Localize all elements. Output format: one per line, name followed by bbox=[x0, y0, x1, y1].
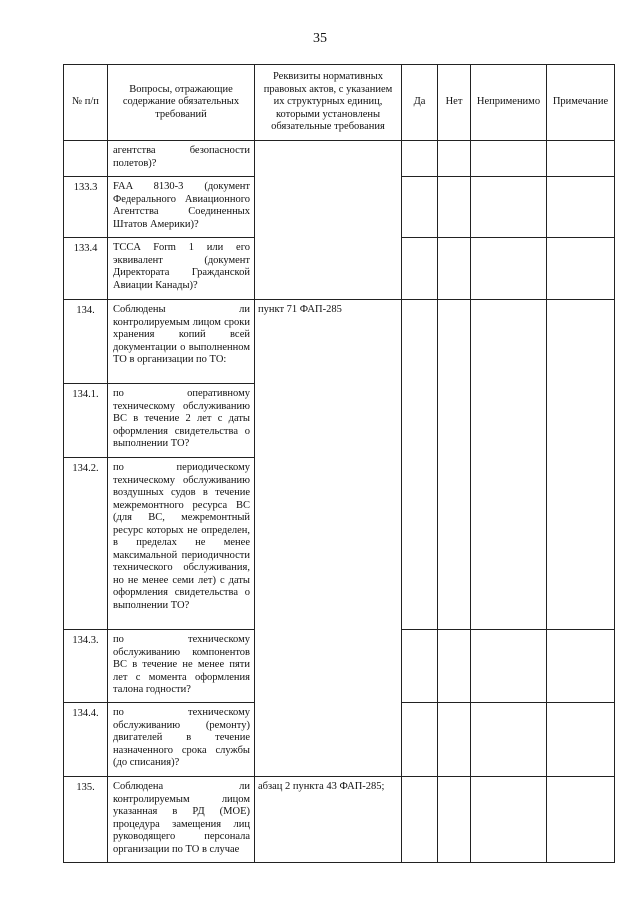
row-number: 134.3. bbox=[64, 630, 108, 703]
cell-note[interactable] bbox=[547, 630, 615, 703]
row-number: 134.4. bbox=[64, 703, 108, 777]
cell-note[interactable] bbox=[547, 703, 615, 777]
cell-yes[interactable] bbox=[402, 703, 438, 777]
cell-yes[interactable] bbox=[402, 300, 438, 630]
cell-na[interactable] bbox=[471, 777, 547, 863]
cell-yes[interactable] bbox=[402, 630, 438, 703]
cell-no[interactable] bbox=[438, 177, 471, 238]
page-number: 35 bbox=[313, 31, 327, 46]
row-number bbox=[64, 141, 108, 177]
table-header-row bbox=[64, 65, 615, 141]
row-question: по оперативному техническому обслуживанию ВС в течение 2 лет с даты оформления свидетельства о выполнении ТО? bbox=[108, 384, 255, 458]
row-number: 134.1. bbox=[64, 384, 108, 458]
row-question: по техническому обслуживанию компонентов ВС в течение не менее пяти лет с момента оформления талона годности? bbox=[108, 630, 255, 703]
cell-na[interactable] bbox=[471, 238, 547, 300]
cell-no[interactable] bbox=[438, 300, 471, 630]
cell-na[interactable] bbox=[471, 177, 547, 238]
row-number: 134. bbox=[64, 300, 108, 384]
row-question: FAA 8130-3 (документ Федерального Авиационного Агентства Соединенных Штатов Америки)? bbox=[108, 177, 255, 238]
row-number: 135. bbox=[64, 777, 108, 863]
row-requisites: пункт 71 ФАП-285 bbox=[255, 300, 402, 777]
row-number: 133.3 bbox=[64, 177, 108, 238]
cell-na[interactable] bbox=[471, 630, 547, 703]
cell-yes[interactable] bbox=[402, 777, 438, 863]
cell-note[interactable] bbox=[547, 177, 615, 238]
cell-yes[interactable] bbox=[402, 177, 438, 238]
cell-note[interactable] bbox=[547, 777, 615, 863]
header-no: Нет bbox=[438, 65, 471, 141]
cell-na[interactable] bbox=[471, 300, 547, 630]
row-question: TCCA Form 1 или его эквивалент (документ Директората Гражданской Авиации Канады)? bbox=[108, 238, 255, 300]
row-question: Соблюдена ли контролируемым лицом указанная в РД (МОЕ) процедура замещения лиц руководящего персонала организации по ТО в случае bbox=[108, 777, 255, 863]
table-row bbox=[64, 141, 615, 177]
row-number: 133.4 bbox=[64, 238, 108, 300]
header-yes: Да bbox=[402, 65, 438, 141]
cell-note[interactable] bbox=[547, 238, 615, 300]
cell-na[interactable] bbox=[471, 703, 547, 777]
row-question: по периодическому техническому обслуживанию воздушных судов в течение межремонтного ресурса ВС (для ВС, межремонтный ресурс которых не определен, в пределах не менее максимальной периодичности технического обслуживания, но не менее семи лет) с даты оформления свидетельства о выполнении ТО? bbox=[108, 458, 255, 630]
row-requisites bbox=[255, 141, 402, 300]
cell-no[interactable] bbox=[438, 238, 471, 300]
header-na: Неприменимо bbox=[471, 65, 547, 141]
cell-note[interactable] bbox=[547, 141, 615, 177]
header-num: № п/п bbox=[64, 65, 108, 141]
header-question: Вопросы, отражающие содержание обязательных требований bbox=[108, 65, 255, 141]
table-row bbox=[64, 300, 615, 384]
row-requisites: абзац 2 пункта 43 ФАП-285; bbox=[255, 777, 402, 863]
cell-no[interactable] bbox=[438, 703, 471, 777]
cell-yes[interactable] bbox=[402, 238, 438, 300]
row-question: Соблюдены ли контролируемым лицом сроки хранения копий всей документации о выполненном ТО в организации по ТО: bbox=[108, 300, 255, 384]
row-question: агентства безопасности полетов)? bbox=[108, 141, 255, 177]
cell-note[interactable] bbox=[547, 300, 615, 630]
cell-na[interactable] bbox=[471, 141, 547, 177]
row-question: по техническому обслуживанию (ремонту) двигателей в течение назначенного срока службы (до списания)? bbox=[108, 703, 255, 777]
cell-no[interactable] bbox=[438, 777, 471, 863]
row-number: 134.2. bbox=[64, 458, 108, 630]
table-row bbox=[64, 777, 615, 863]
requirements-table bbox=[63, 64, 615, 863]
header-note: Примечание bbox=[547, 65, 615, 141]
cell-no[interactable] bbox=[438, 141, 471, 177]
header-requisites: Реквизиты нормативных правовых актов, с указанием их структурных единиц, которыми установлены обязательные требования bbox=[255, 65, 402, 141]
cell-no[interactable] bbox=[438, 630, 471, 703]
cell-yes[interactable] bbox=[402, 141, 438, 177]
